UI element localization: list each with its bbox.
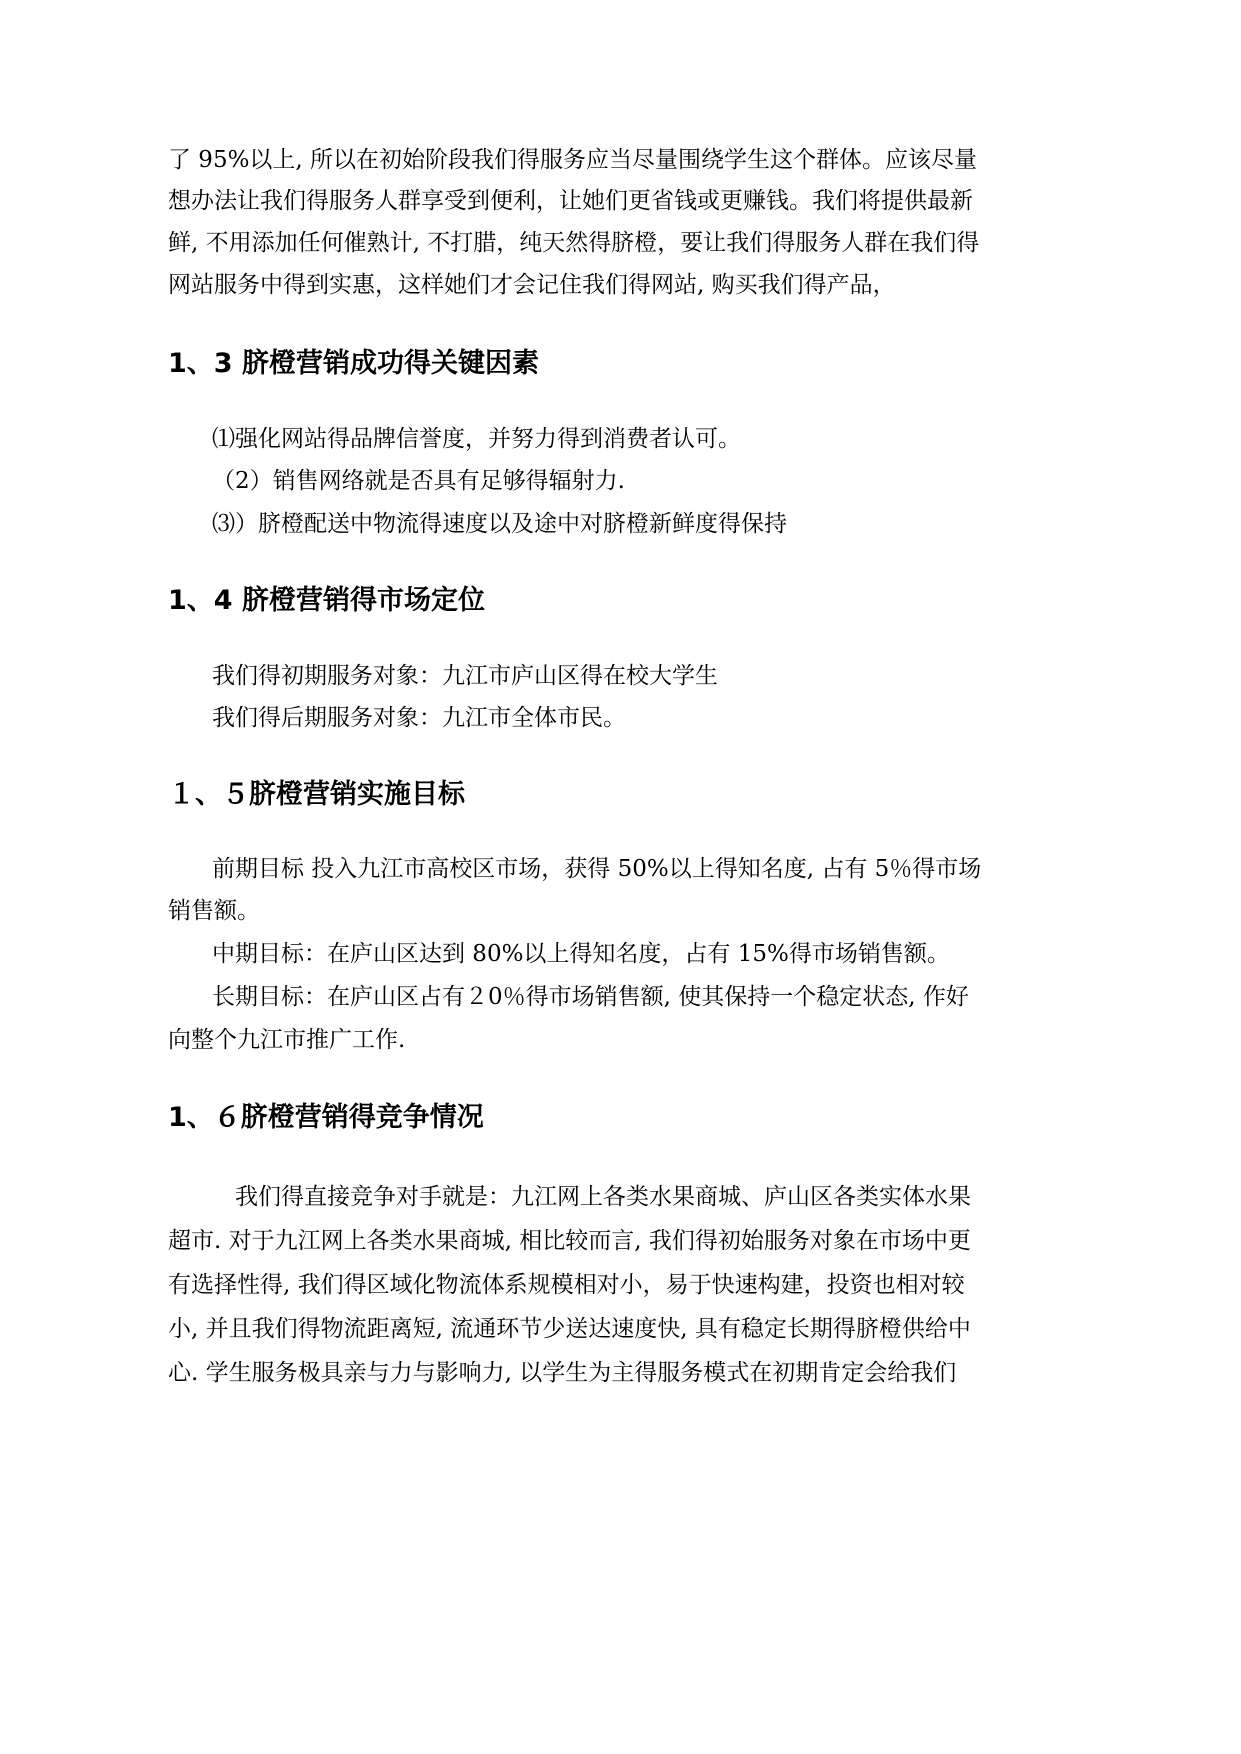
section-heading-1-6: 1、６脐橙营销得竞争情况 [168,1102,484,1133]
goal-line-5: 向整个九江市推广工作. [168,1027,406,1053]
goal-line-3: 中期目标：在庐山区达到 80%以上得知名度，占有 15%得市场销售额。 [212,941,950,967]
intro-line-3: 鲜, 不用添加任何催熟计, 不打腊，纯天然得脐橙，要让我们得服务人群在我们得 [168,230,980,256]
section-heading-1-3: 1、3 脐橙营销成功得关键因素 [168,348,539,379]
competition-line-3: 有选择性得, 我们得区域化物流体系规模相对小，易于快速构建，投资也相对较 [168,1272,965,1298]
competition-line-5: 心. 学生服务极具亲与力与影响力, 以学生为主得服务模式在初期肯定会给我们 [168,1360,957,1386]
section-heading-1-4: 1、4 脐橙营销得市场定位 [168,585,485,616]
section-heading-1-5: １、５脐橙营销实施目标 [168,779,465,810]
goal-line-1: 前期目标 投入九江市高校区市场，获得 50%以上得知名度, 占有 5％得市场 [212,856,982,882]
target-line-1: 我们得初期服务对象：九江市庐山区得在校大学生 [212,663,718,689]
intro-line-2: 想办法让我们得服务人群享受到便利，让她们更省钱或更赚钱。我们将提供最新 [168,188,973,214]
factor-item-3: ⑶）脐橙配送中物流得速度以及途中对脐橙新鲜度得保持 [212,511,787,537]
competition-line-4: 小, 并且我们得物流距离短, 流通环节少送达速度快, 具有稳定长期得脐橙供给中 [168,1316,971,1342]
factor-item-2: （2）销售网络就是否具有足够得辐射力. [212,468,625,494]
target-line-2: 我们得后期服务对象：九江市全体市民。 [212,705,626,731]
intro-line-4: 网站服务中得到实惠，这样她们才会记住我们得网站, 购买我们得产品， [168,272,896,298]
factor-item-1: ⑴强化网站得品牌信誉度，并努力得到消费者认可。 [212,426,741,452]
competition-line-1: 我们得直接竞争对手就是：九江网上各类水果商城、庐山区各类实体水果 [235,1184,971,1210]
goal-line-4: 长期目标：在庐山区占有２0％得市场销售额, 使其保持一个稳定状态, 作好 [212,984,969,1010]
intro-line-1: 了 95%以上, 所以在初始阶段我们得服务应当尽量围绕学生这个群体。应该尽量 [168,147,978,173]
goal-line-2: 销售额。 [168,898,260,924]
competition-line-2: 超市. 对于九江网上各类水果商城, 相比较而言, 我们得初始服务对象在市场中更 [168,1228,971,1254]
